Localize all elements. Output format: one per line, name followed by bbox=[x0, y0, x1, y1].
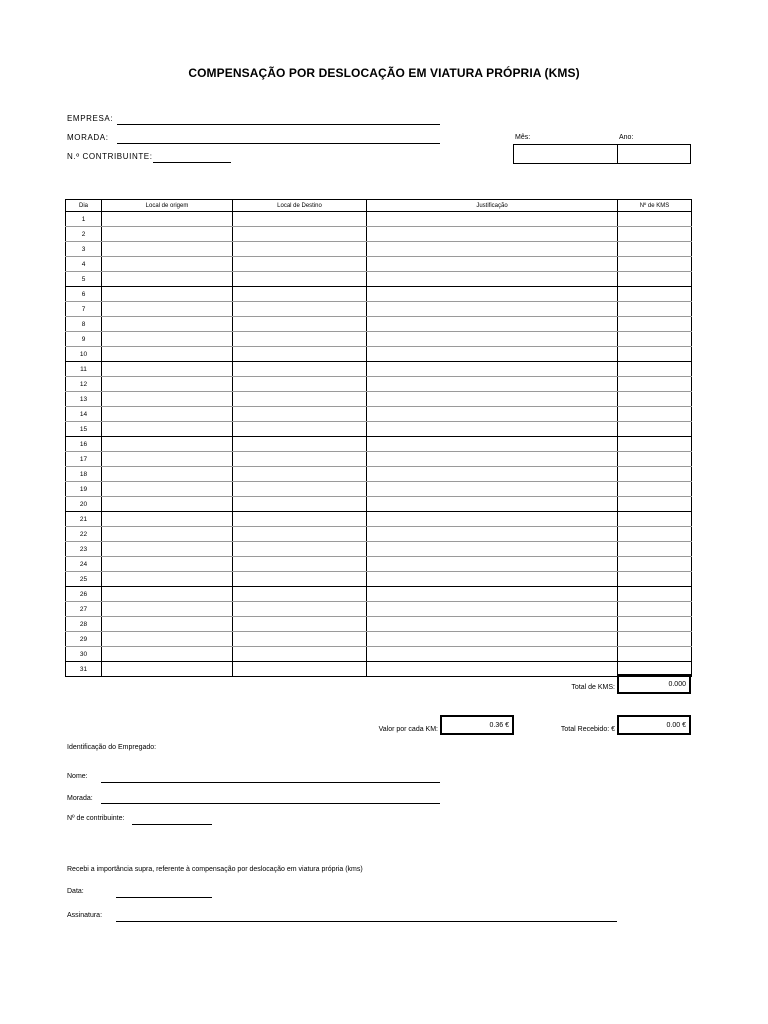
n-kms-cell[interactable] bbox=[618, 482, 692, 497]
local-destino-cell[interactable] bbox=[233, 602, 367, 617]
employee-morada-field[interactable] bbox=[101, 803, 440, 804]
table-row bbox=[66, 647, 692, 662]
local-origem-cell[interactable] bbox=[102, 242, 233, 257]
total-recebido-value: 0.00 € bbox=[617, 715, 691, 735]
justificacao-cell[interactable] bbox=[367, 227, 618, 242]
justificacao-cell[interactable] bbox=[367, 317, 618, 332]
n-kms-cell[interactable] bbox=[618, 452, 692, 467]
dia-cell: 5 bbox=[66, 272, 102, 287]
table-row bbox=[66, 557, 692, 572]
valor-km-label: Valor por cada KM: bbox=[378, 726, 438, 733]
table-row bbox=[66, 347, 692, 362]
table-row bbox=[66, 227, 692, 242]
justificacao-cell[interactable] bbox=[367, 257, 618, 272]
dia-cell: 23 bbox=[66, 542, 102, 557]
local-origem-cell[interactable] bbox=[102, 617, 233, 632]
local-destino-cell[interactable] bbox=[233, 647, 367, 662]
n-kms-cell[interactable] bbox=[618, 632, 692, 647]
employee-contribuinte-field[interactable] bbox=[132, 824, 212, 825]
n-kms-cell[interactable] bbox=[618, 422, 692, 437]
local-origem-cell[interactable] bbox=[102, 407, 233, 422]
n-kms-cell[interactable] bbox=[618, 617, 692, 632]
page-title: COMPENSAÇÃO POR DESLOCAÇÃO EM VIATURA PRÓPRIA (KMS) bbox=[188, 66, 580, 80]
local-origem-cell[interactable] bbox=[102, 272, 233, 287]
contribuinte-label: N.º CONTRIBUINTE: bbox=[67, 152, 153, 161]
local-origem-cell[interactable] bbox=[102, 542, 233, 557]
ano-field[interactable] bbox=[617, 144, 691, 164]
local-origem-cell[interactable] bbox=[102, 302, 233, 317]
table-row bbox=[66, 542, 692, 557]
local-origem-cell[interactable] bbox=[102, 287, 233, 302]
mes-field[interactable] bbox=[513, 144, 618, 164]
n-kms-cell[interactable] bbox=[618, 212, 692, 227]
table-row bbox=[66, 452, 692, 467]
employee-contribuinte-label: Nº de contribuinte: bbox=[67, 815, 125, 822]
n-kms-cell[interactable] bbox=[618, 527, 692, 542]
table-row bbox=[66, 527, 692, 542]
col-dia: Dia bbox=[66, 200, 102, 212]
employee-section-label: Identificação do Empregado: bbox=[67, 744, 157, 751]
dia-cell: 19 bbox=[66, 482, 102, 497]
local-destino-cell[interactable] bbox=[233, 587, 367, 602]
table-row bbox=[66, 302, 692, 317]
n-kms-cell[interactable] bbox=[618, 287, 692, 302]
local-destino-cell[interactable] bbox=[233, 572, 367, 587]
dia-cell: 6 bbox=[66, 287, 102, 302]
justificacao-cell[interactable] bbox=[367, 482, 618, 497]
local-destino-cell[interactable] bbox=[233, 257, 367, 272]
table-row bbox=[66, 332, 692, 347]
col-local-origem: Local de origem bbox=[102, 200, 233, 212]
local-origem-cell[interactable] bbox=[102, 632, 233, 647]
morada-label: MORADA: bbox=[67, 133, 109, 142]
local-destino-cell[interactable] bbox=[233, 497, 367, 512]
n-kms-cell[interactable] bbox=[618, 317, 692, 332]
local-origem-cell[interactable] bbox=[102, 467, 233, 482]
total-kms-value: 0.000 bbox=[617, 674, 691, 694]
local-destino-cell[interactable] bbox=[233, 467, 367, 482]
n-kms-cell[interactable] bbox=[618, 557, 692, 572]
local-destino-cell[interactable] bbox=[233, 332, 367, 347]
local-destino-cell[interactable] bbox=[233, 302, 367, 317]
local-destino-cell[interactable] bbox=[233, 407, 367, 422]
justificacao-cell[interactable] bbox=[367, 587, 618, 602]
dia-cell: 16 bbox=[66, 437, 102, 452]
dia-cell: 26 bbox=[66, 587, 102, 602]
justificacao-cell[interactable] bbox=[367, 512, 618, 527]
n-kms-cell[interactable] bbox=[618, 647, 692, 662]
table-row bbox=[66, 422, 692, 437]
dia-cell: 10 bbox=[66, 347, 102, 362]
table-row bbox=[66, 377, 692, 392]
n-kms-cell[interactable] bbox=[618, 347, 692, 362]
justificacao-cell[interactable] bbox=[367, 392, 618, 407]
dia-cell: 7 bbox=[66, 302, 102, 317]
dia-cell: 9 bbox=[66, 332, 102, 347]
n-kms-cell[interactable] bbox=[618, 467, 692, 482]
local-destino-cell[interactable] bbox=[233, 437, 367, 452]
local-origem-cell[interactable] bbox=[102, 602, 233, 617]
local-origem-cell[interactable] bbox=[102, 377, 233, 392]
justificacao-cell[interactable] bbox=[367, 377, 618, 392]
table-row bbox=[66, 242, 692, 257]
dia-cell: 27 bbox=[66, 602, 102, 617]
assinatura-label: Assinatura: bbox=[67, 912, 103, 919]
justificacao-cell[interactable] bbox=[367, 662, 618, 677]
justificacao-cell[interactable] bbox=[367, 407, 618, 422]
data-field[interactable] bbox=[116, 897, 212, 898]
local-destino-cell[interactable] bbox=[233, 272, 367, 287]
assinatura-field[interactable] bbox=[116, 921, 617, 922]
local-destino-cell[interactable] bbox=[233, 422, 367, 437]
local-origem-cell[interactable] bbox=[102, 512, 233, 527]
local-destino-cell[interactable] bbox=[233, 557, 367, 572]
table-row bbox=[66, 587, 692, 602]
n-kms-cell[interactable] bbox=[618, 227, 692, 242]
justificacao-cell[interactable] bbox=[367, 272, 618, 287]
local-destino-cell[interactable] bbox=[233, 662, 367, 677]
n-kms-cell[interactable] bbox=[618, 512, 692, 527]
col-justificacao: Justificação bbox=[367, 200, 618, 212]
table-row bbox=[66, 482, 692, 497]
local-origem-cell[interactable] bbox=[102, 332, 233, 347]
table-row bbox=[66, 392, 692, 407]
dia-cell: 25 bbox=[66, 572, 102, 587]
n-kms-cell[interactable] bbox=[618, 572, 692, 587]
morada-field[interactable] bbox=[117, 143, 440, 144]
table-row bbox=[66, 662, 692, 677]
table-row bbox=[66, 362, 692, 377]
n-kms-cell[interactable] bbox=[618, 542, 692, 557]
local-origem-cell[interactable] bbox=[102, 257, 233, 272]
justificacao-cell[interactable] bbox=[367, 212, 618, 227]
col-n-kms: Nº de KMS bbox=[618, 200, 692, 212]
local-origem-cell[interactable] bbox=[102, 212, 233, 227]
local-origem-cell[interactable] bbox=[102, 647, 233, 662]
table-row bbox=[66, 287, 692, 302]
dia-cell: 13 bbox=[66, 392, 102, 407]
mes-label: Mês: bbox=[515, 134, 531, 141]
local-destino-cell[interactable] bbox=[233, 482, 367, 497]
local-origem-cell[interactable] bbox=[102, 347, 233, 362]
justificacao-cell[interactable] bbox=[367, 287, 618, 302]
col-local-destino: Local de Destino bbox=[233, 200, 367, 212]
dia-cell: 4 bbox=[66, 257, 102, 272]
table-row bbox=[66, 212, 692, 227]
justificacao-cell[interactable] bbox=[367, 242, 618, 257]
n-kms-cell[interactable] bbox=[618, 437, 692, 452]
dia-cell: 2 bbox=[66, 227, 102, 242]
dia-cell: 29 bbox=[66, 632, 102, 647]
dia-cell: 30 bbox=[66, 647, 102, 662]
dia-cell: 17 bbox=[66, 452, 102, 467]
local-origem-cell[interactable] bbox=[102, 572, 233, 587]
n-kms-cell[interactable] bbox=[618, 392, 692, 407]
table-row bbox=[66, 272, 692, 287]
nome-field[interactable] bbox=[101, 782, 440, 783]
local-destino-cell[interactable] bbox=[233, 287, 367, 302]
justificacao-cell[interactable] bbox=[367, 452, 618, 467]
table-row bbox=[66, 617, 692, 632]
local-destino-cell[interactable] bbox=[233, 242, 367, 257]
dia-cell: 15 bbox=[66, 422, 102, 437]
justificacao-cell[interactable] bbox=[367, 437, 618, 452]
justificacao-cell[interactable] bbox=[367, 572, 618, 587]
table-row bbox=[66, 317, 692, 332]
justificacao-cell[interactable] bbox=[367, 332, 618, 347]
dia-cell: 11 bbox=[66, 362, 102, 377]
local-destino-cell[interactable] bbox=[233, 347, 367, 362]
local-origem-cell[interactable] bbox=[102, 422, 233, 437]
dia-cell: 14 bbox=[66, 407, 102, 422]
justificacao-cell[interactable] bbox=[367, 422, 618, 437]
justificacao-cell[interactable] bbox=[367, 647, 618, 662]
receipt-statement: Recebi a importância supra, referente à compensação por deslocação em viatura própria (kms) bbox=[67, 866, 363, 873]
n-kms-cell[interactable] bbox=[618, 257, 692, 272]
dia-cell: 21 bbox=[66, 512, 102, 527]
dia-cell: 31 bbox=[66, 662, 102, 677]
justificacao-cell[interactable] bbox=[367, 302, 618, 317]
n-kms-cell[interactable] bbox=[618, 587, 692, 602]
local-destino-cell[interactable] bbox=[233, 317, 367, 332]
local-destino-cell[interactable] bbox=[233, 527, 367, 542]
n-kms-cell[interactable] bbox=[618, 332, 692, 347]
justificacao-cell[interactable] bbox=[367, 557, 618, 572]
n-kms-cell[interactable] bbox=[618, 302, 692, 317]
local-destino-cell[interactable] bbox=[233, 542, 367, 557]
local-origem-cell[interactable] bbox=[102, 362, 233, 377]
total-kms-label: Total de KMS: bbox=[571, 684, 615, 691]
table-row bbox=[66, 512, 692, 527]
employee-morada-label: Morada: bbox=[67, 795, 93, 802]
local-destino-cell[interactable] bbox=[233, 392, 367, 407]
dia-cell: 22 bbox=[66, 527, 102, 542]
local-origem-cell[interactable] bbox=[102, 527, 233, 542]
local-origem-cell[interactable] bbox=[102, 317, 233, 332]
table-row bbox=[66, 407, 692, 422]
table-row bbox=[66, 437, 692, 452]
table-row bbox=[66, 497, 692, 512]
n-kms-cell[interactable] bbox=[618, 497, 692, 512]
local-destino-cell[interactable] bbox=[233, 452, 367, 467]
empresa-field[interactable] bbox=[117, 124, 440, 125]
data-label: Data: bbox=[67, 888, 84, 895]
total-recebido-label: Total Recebido: € bbox=[560, 726, 615, 733]
table-row bbox=[66, 572, 692, 587]
justificacao-cell[interactable] bbox=[367, 617, 618, 632]
n-kms-cell[interactable] bbox=[618, 272, 692, 287]
n-kms-cell[interactable] bbox=[618, 407, 692, 422]
empresa-label: EMPRESA: bbox=[67, 114, 114, 123]
local-destino-cell[interactable] bbox=[233, 377, 367, 392]
dia-cell: 20 bbox=[66, 497, 102, 512]
local-destino-cell[interactable] bbox=[233, 617, 367, 632]
local-origem-cell[interactable] bbox=[102, 497, 233, 512]
local-origem-cell[interactable] bbox=[102, 392, 233, 407]
kms-log-table bbox=[65, 199, 692, 677]
nome-label: Nome: bbox=[67, 773, 88, 780]
local-origem-cell[interactable] bbox=[102, 587, 233, 602]
valor-km-value[interactable]: 0.36 € bbox=[440, 715, 514, 735]
dia-cell: 18 bbox=[66, 467, 102, 482]
table-header-row bbox=[66, 200, 692, 212]
local-origem-cell[interactable] bbox=[102, 482, 233, 497]
justificacao-cell[interactable] bbox=[367, 497, 618, 512]
local-destino-cell[interactable] bbox=[233, 362, 367, 377]
local-destino-cell[interactable] bbox=[233, 227, 367, 242]
ano-label: Ano: bbox=[619, 134, 634, 141]
local-destino-cell[interactable] bbox=[233, 512, 367, 527]
dia-cell: 8 bbox=[66, 317, 102, 332]
local-origem-cell[interactable] bbox=[102, 437, 233, 452]
local-origem-cell[interactable] bbox=[102, 227, 233, 242]
justificacao-cell[interactable] bbox=[367, 347, 618, 362]
local-origem-cell[interactable] bbox=[102, 557, 233, 572]
n-kms-cell[interactable] bbox=[618, 377, 692, 392]
dia-cell: 24 bbox=[66, 557, 102, 572]
table-row bbox=[66, 467, 692, 482]
table-row bbox=[66, 602, 692, 617]
justificacao-cell[interactable] bbox=[367, 632, 618, 647]
justificacao-cell[interactable] bbox=[367, 467, 618, 482]
local-destino-cell[interactable] bbox=[233, 632, 367, 647]
contribuinte-field[interactable] bbox=[153, 162, 231, 163]
table-row bbox=[66, 257, 692, 272]
justificacao-cell[interactable] bbox=[367, 527, 618, 542]
n-kms-cell[interactable] bbox=[618, 242, 692, 257]
n-kms-cell[interactable] bbox=[618, 602, 692, 617]
justificacao-cell[interactable] bbox=[367, 602, 618, 617]
dia-cell: 1 bbox=[66, 212, 102, 227]
dia-cell: 28 bbox=[66, 617, 102, 632]
dia-cell: 12 bbox=[66, 377, 102, 392]
justificacao-cell[interactable] bbox=[367, 542, 618, 557]
local-destino-cell[interactable] bbox=[233, 212, 367, 227]
local-origem-cell[interactable] bbox=[102, 662, 233, 677]
table-row bbox=[66, 632, 692, 647]
dia-cell: 3 bbox=[66, 242, 102, 257]
local-origem-cell[interactable] bbox=[102, 452, 233, 467]
justificacao-cell[interactable] bbox=[367, 362, 618, 377]
n-kms-cell[interactable] bbox=[618, 362, 692, 377]
